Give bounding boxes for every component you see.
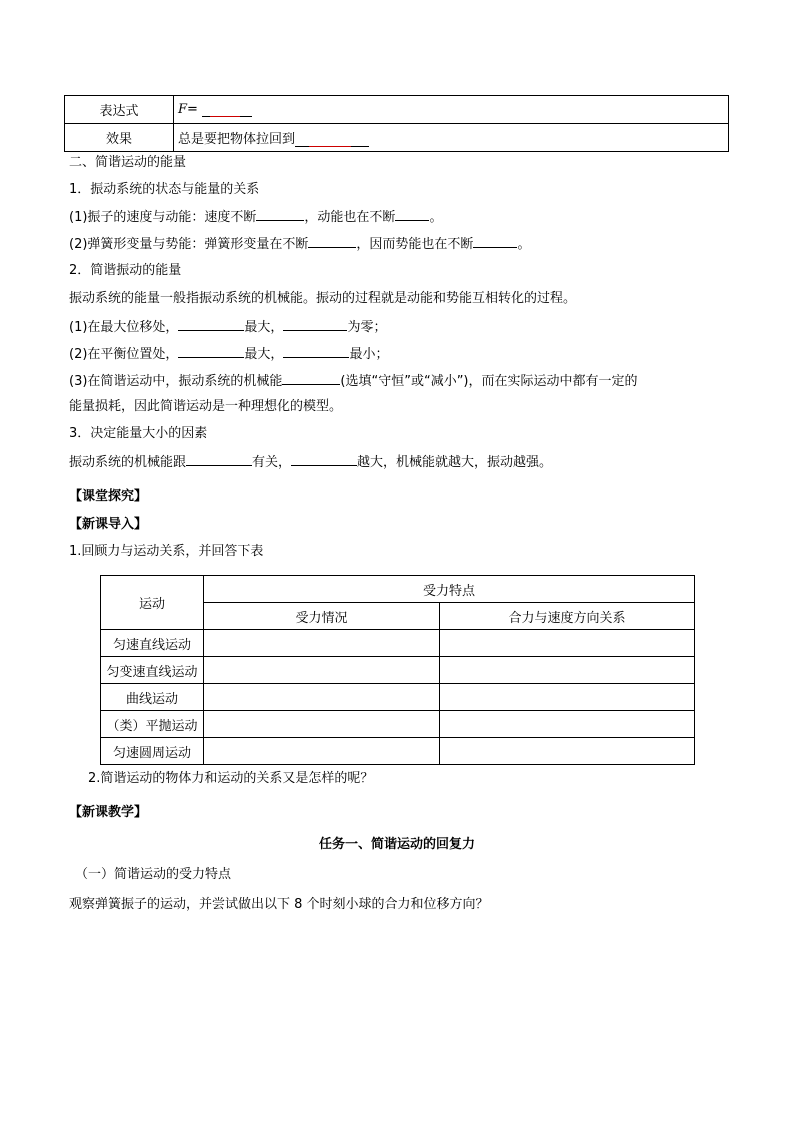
text-line (69, 207, 442, 227)
subheading: 1．振动系统的状态与能量的关系 (69, 182, 260, 197)
answer-cell[interactable] (204, 684, 440, 711)
table-header: 受力情况 (204, 603, 440, 630)
fill-blank[interactable] (291, 452, 357, 466)
text-line: 能量损耗，因此简谐运动是一种理想化的模型。 (69, 399, 343, 414)
table-row (101, 684, 695, 711)
fill-blank[interactable] (282, 371, 340, 385)
answer-cell[interactable] (440, 738, 695, 765)
expression-cell (174, 96, 729, 124)
table-header-row (101, 576, 695, 603)
answer-cell[interactable] (440, 711, 695, 738)
fill-blank[interactable] (283, 344, 349, 358)
section-heading: 【课堂探究】 (69, 489, 148, 504)
subheading: 2．简谐振动的能量 (69, 263, 182, 278)
text: 最小； (349, 347, 389, 362)
instruction: 观察弹簧振子的运动，并尝试做出以下 8 个时刻小球的合力和位移方向？ (69, 897, 489, 912)
fill-blank[interactable] (395, 207, 429, 221)
fill-blank[interactable] (186, 452, 252, 466)
table-row (101, 657, 695, 684)
fill-blank[interactable] (351, 132, 369, 147)
motion-name: （类）平抛运动 (101, 711, 204, 738)
table-header: 合力与速度方向关系 (440, 603, 695, 630)
text: 最大， (244, 347, 284, 362)
table-header: 运动 (101, 576, 204, 630)
motion-name: 匀速圆周运动 (101, 738, 204, 765)
fill-blank[interactable] (178, 344, 244, 358)
text-line (69, 317, 386, 337)
fill-blank[interactable] (202, 102, 210, 117)
effect-label: 效果 (65, 124, 174, 152)
equals-sign: = (187, 102, 198, 117)
effect-text: 总是要把物体拉回到 (178, 132, 296, 147)
table-row (101, 711, 695, 738)
subheading: 3．决定能量大小的因素 (69, 426, 208, 441)
fill-blank[interactable] (240, 102, 252, 117)
force-motion-table (100, 575, 695, 765)
text: ，因而势能也在不断 (356, 237, 474, 252)
text: 振动系统的机械能跟 (69, 455, 187, 470)
fill-blank[interactable] (210, 102, 240, 117)
answer-cell[interactable] (440, 657, 695, 684)
table-row (65, 96, 729, 124)
text: (2)弹簧形变量与势能：弹簧形变量在不断 (69, 237, 309, 252)
question: 1.回顾力与运动关系，并回答下表 (69, 544, 264, 559)
force-symbol: F (178, 102, 188, 117)
fill-blank[interactable] (473, 234, 517, 248)
text-line (69, 344, 388, 364)
fill-blank[interactable] (178, 317, 244, 331)
text: (1)振子的速度与动能：速度不断 (69, 210, 257, 225)
table-row (65, 124, 729, 152)
table-row (101, 738, 695, 765)
fill-blank[interactable] (308, 234, 356, 248)
subheading: （一）简谐运动的受力特点 (75, 867, 232, 882)
fill-blank[interactable] (256, 207, 304, 221)
text: (3)在简谐运动中，振动系统的机械能 (69, 374, 283, 389)
section-heading: 【新课导入】 (69, 517, 148, 532)
text-line (69, 452, 552, 472)
text: (选填“守恒”或“减小”)，而在实际运动中都有一定的 (340, 374, 638, 389)
effect-cell (174, 124, 729, 152)
section-heading: 【新课教学】 (69, 805, 148, 820)
paragraph: 振动系统的能量一般指振动系统的机械能。振动的过程就是动能和势能互相转化的过程。 (69, 291, 577, 306)
text-line (69, 234, 530, 254)
table-row (101, 630, 695, 657)
text: 为零； (347, 320, 387, 335)
answer-cell[interactable] (440, 684, 695, 711)
text: 越大，机械能就越大，振动越强。 (357, 455, 553, 470)
text: ，动能也在不断 (304, 210, 396, 225)
answer-cell[interactable] (204, 657, 440, 684)
question: 2.简谐运动的物体力和运动的关系又是怎样的呢？ (88, 771, 374, 786)
text: (1)在最大位移处， (69, 320, 179, 335)
answer-cell[interactable] (440, 630, 695, 657)
table-header: 受力特点 (204, 576, 695, 603)
text: (2)在平衡位置处， (69, 347, 179, 362)
answer-cell[interactable] (204, 738, 440, 765)
text: 最大， (244, 320, 284, 335)
text-line (69, 371, 638, 391)
fill-blank[interactable] (295, 132, 309, 147)
section-heading: 二、简谐运动的能量 (69, 155, 187, 170)
text: 。 (429, 210, 443, 225)
fill-blank[interactable] (309, 132, 351, 147)
answer-cell[interactable] (204, 630, 440, 657)
motion-name: 曲线运动 (101, 684, 204, 711)
motion-name: 匀变速直线运动 (101, 657, 204, 684)
text: 。 (517, 237, 531, 252)
fill-blank[interactable] (283, 317, 347, 331)
text: 有关， (252, 455, 292, 470)
answer-cell[interactable] (204, 711, 440, 738)
expression-label: 表达式 (65, 96, 174, 124)
task-title: 任务一、简谐运动的回复力 (318, 837, 475, 852)
restoring-force-table (64, 95, 729, 152)
motion-name: 匀速直线运动 (101, 630, 204, 657)
